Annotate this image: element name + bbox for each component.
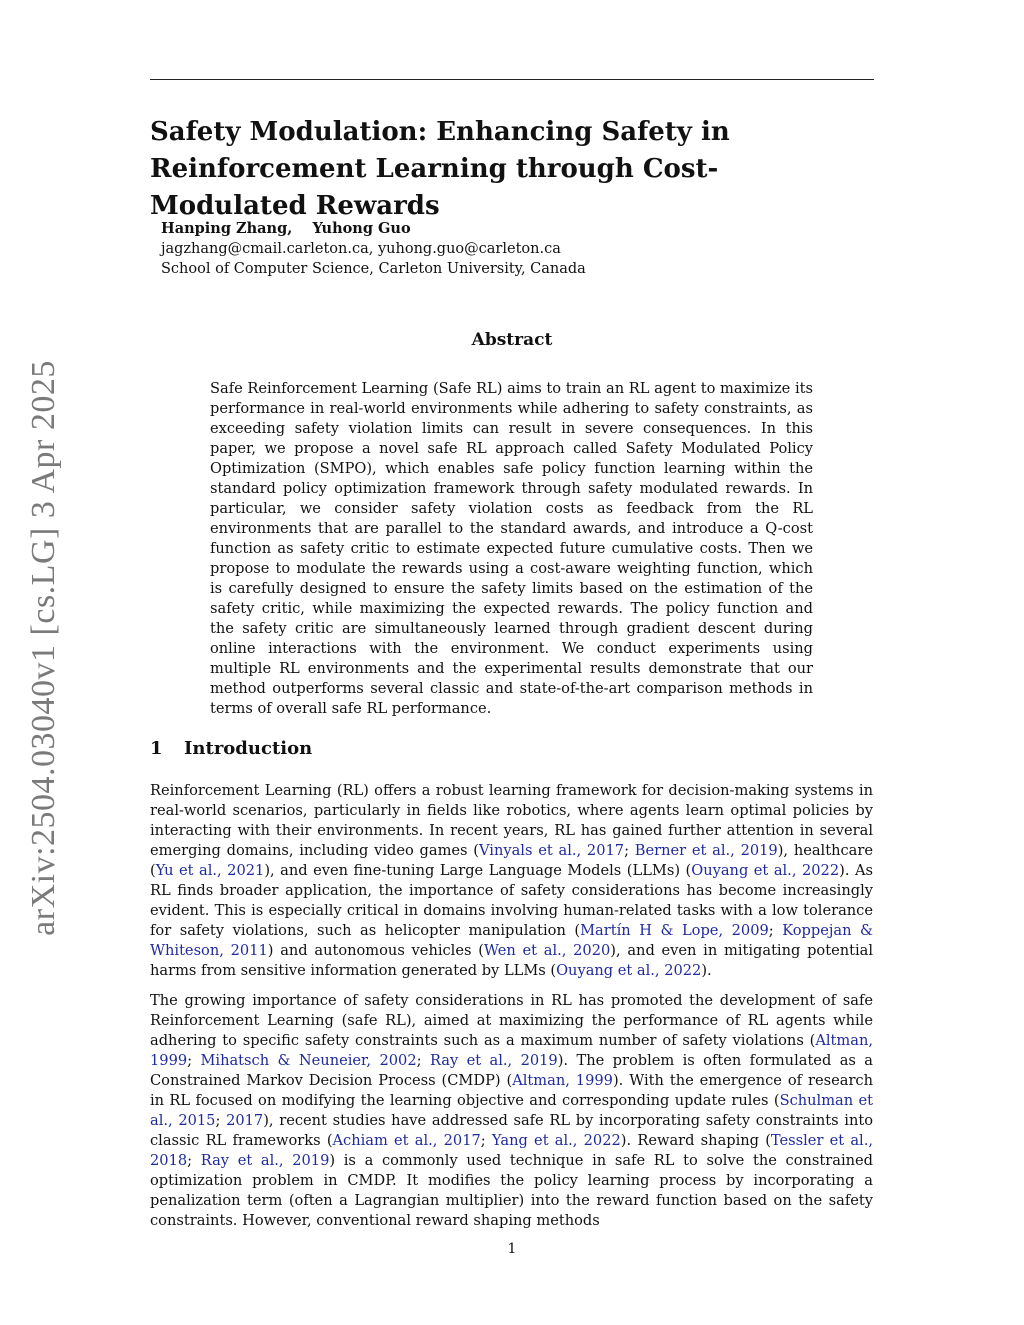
author-list: Hanping Zhang, Yuhong Guo [161,220,411,237]
section-number: 1 [150,738,163,759]
text-run: ; [215,1112,227,1129]
abstract-body: Safe Reinforcement Learning (Safe RL) aims to train an RL agent to maximize its performance in real-world environments while adhering to safety constraints, as exceeding safety violation limits can result in severe consequences. In this paper, we propose a novel safe RL approach called Safety Modulated Policy Optimization (SMPO), which enables safe policy function learning within the standard policy optimization framework through safety modulated rewards. In particular, we consider safety violation costs as feedback from the RL environments that are parallel to the standard awards, and introduce a Q-cost function as safety critic to estimate expected future cumulative costs. Then we propose to modulate the rewards using a cost-aware weighting function, which is carefully designed to ensure the safety limits based on the estimation of the safety critic, while maximizing the expected rewards. The policy function and the safety critic are simultaneously learned through gradient descent during online interactions with the environment. We conduct experiments using multiple RL environments and the experimental results demonstrate that our method outperforms several classic and state-of-the-art comparison methods in terms of overall safe RL performance. [210,380,813,717]
text-run: ; [480,1132,492,1149]
citation-link[interactable]: Schulman et al., 2015 [150,1092,874,1129]
section-title: Introduction [184,738,313,759]
text-run: ), recent studies have addressed safe RL by incorporating safety constraints into classic RL frameworks ( [150,1112,873,1149]
citation-link[interactable]: Altman, 1999 [150,1032,873,1069]
citation-link[interactable]: Mihatsch & Neuneier, 2002 [200,1052,417,1069]
page-number: 1 [507,1241,517,1257]
citation-link[interactable]: Achiam et al., 2017 [332,1132,481,1149]
citation-link[interactable]: Yang et al., 2022 [491,1132,621,1149]
citation-link[interactable]: Ouyang et al., 2022 [691,862,840,879]
arxiv-stamp: arXiv:2504.03040v1 [cs.LG] 3 Apr 2025 [25,360,62,936]
text-run: ). The problem is often formulated as a Constrained Markov Decision Process (CMDP) ( [150,1052,873,1089]
text-run: ; [624,842,635,859]
text-run: ) is a commonly used technique in safe RL to solve the constrained optimization problem in CMDP. It modifies the policy learning process by incorporating a penalization term (often a Lagrangian multiplier) into the reward function based on the safety constraints. However, conventional reward shaping methods [150,1152,873,1229]
text-run: ). With the emergence of research in RL focused on modifying the learning objective and corresponding update rules ( [150,1072,873,1109]
citation-link[interactable]: Koppejan & Whiteson, 2011 [150,922,874,959]
text-run: ) and autonomous vehicles ( [267,942,484,959]
section-heading-introduction [150,738,312,759]
paper-title: Safety Modulation: Enhancing Safety in Reinforcement Learning through Cost-Modulated Rewards [150,117,730,221]
text-run: Reinforcement Learning (RL) offers a robust learning framework for decision-making systems in real-world scenarios, particularly in fields like robotics, where agents learn optimal policies by interacting with their environments. In recent years, RL has gained further attention in several emerging domains, including video games ( [150,782,873,859]
text-run: ), and even fine-tuning Large Language Models (LLMs) ( [264,862,692,879]
citation-link[interactable]: Ray et al., 2019 [429,1052,558,1069]
citation-link[interactable]: Altman, 1999 [512,1072,613,1089]
author-affiliation: School of Computer Science, Carleton University, Canada [161,261,586,277]
text-run: ; [768,922,783,939]
intro-paragraph-2 [150,991,873,1231]
text-run: ; [416,1052,430,1069]
citation-link[interactable]: Berner et al., 2019 [634,842,778,859]
citation-link[interactable]: Ray et al., 2019 [200,1152,330,1169]
text-run: ). As RL finds broader application, the importance of safety considerations has become increasingly evident. This is especially critical in domains involving human-related tasks with a low tolerance for safety violations, such as helicopter manipulation ( [150,862,874,939]
top-rule [150,79,874,80]
text-run: The growing importance of safety considerations in RL has promoted the development of safe Reinforcement Learning (safe RL), aimed at maximizing the performance of RL agents while adhering to specific safety constraints such as a maximum number of safety violations ( [150,992,873,1049]
citation-link[interactable]: Tessler et al., 2018 [150,1132,873,1169]
citation-link[interactable]: Wen et al., 2020 [483,942,611,959]
text-run: ). Reward shaping ( [620,1132,771,1149]
citation-link[interactable]: Yu et al., 2021 [155,862,265,879]
citation-link[interactable]: 2017 [226,1112,264,1129]
text-run: ), and even in mitigating potential harms from sensitive information generated by LLMs ( [150,942,874,979]
citation-link[interactable]: Ouyang et al., 2022 [556,962,702,979]
text-run: ). [701,962,712,979]
text-run: ), healthcare ( [150,842,873,879]
intro-paragraph-1 [150,781,873,981]
text-run: ; [187,1052,201,1069]
citation-link[interactable]: Vinyals et al., 2017 [479,842,625,859]
citation-link[interactable]: Martín H & Lope, 2009 [580,922,769,939]
text-run: ; [187,1152,201,1169]
abstract-heading: Abstract [471,330,553,350]
author-emails: jagzhang@cmail.carleton.ca, yuhong.guo@carleton.ca [161,241,561,257]
